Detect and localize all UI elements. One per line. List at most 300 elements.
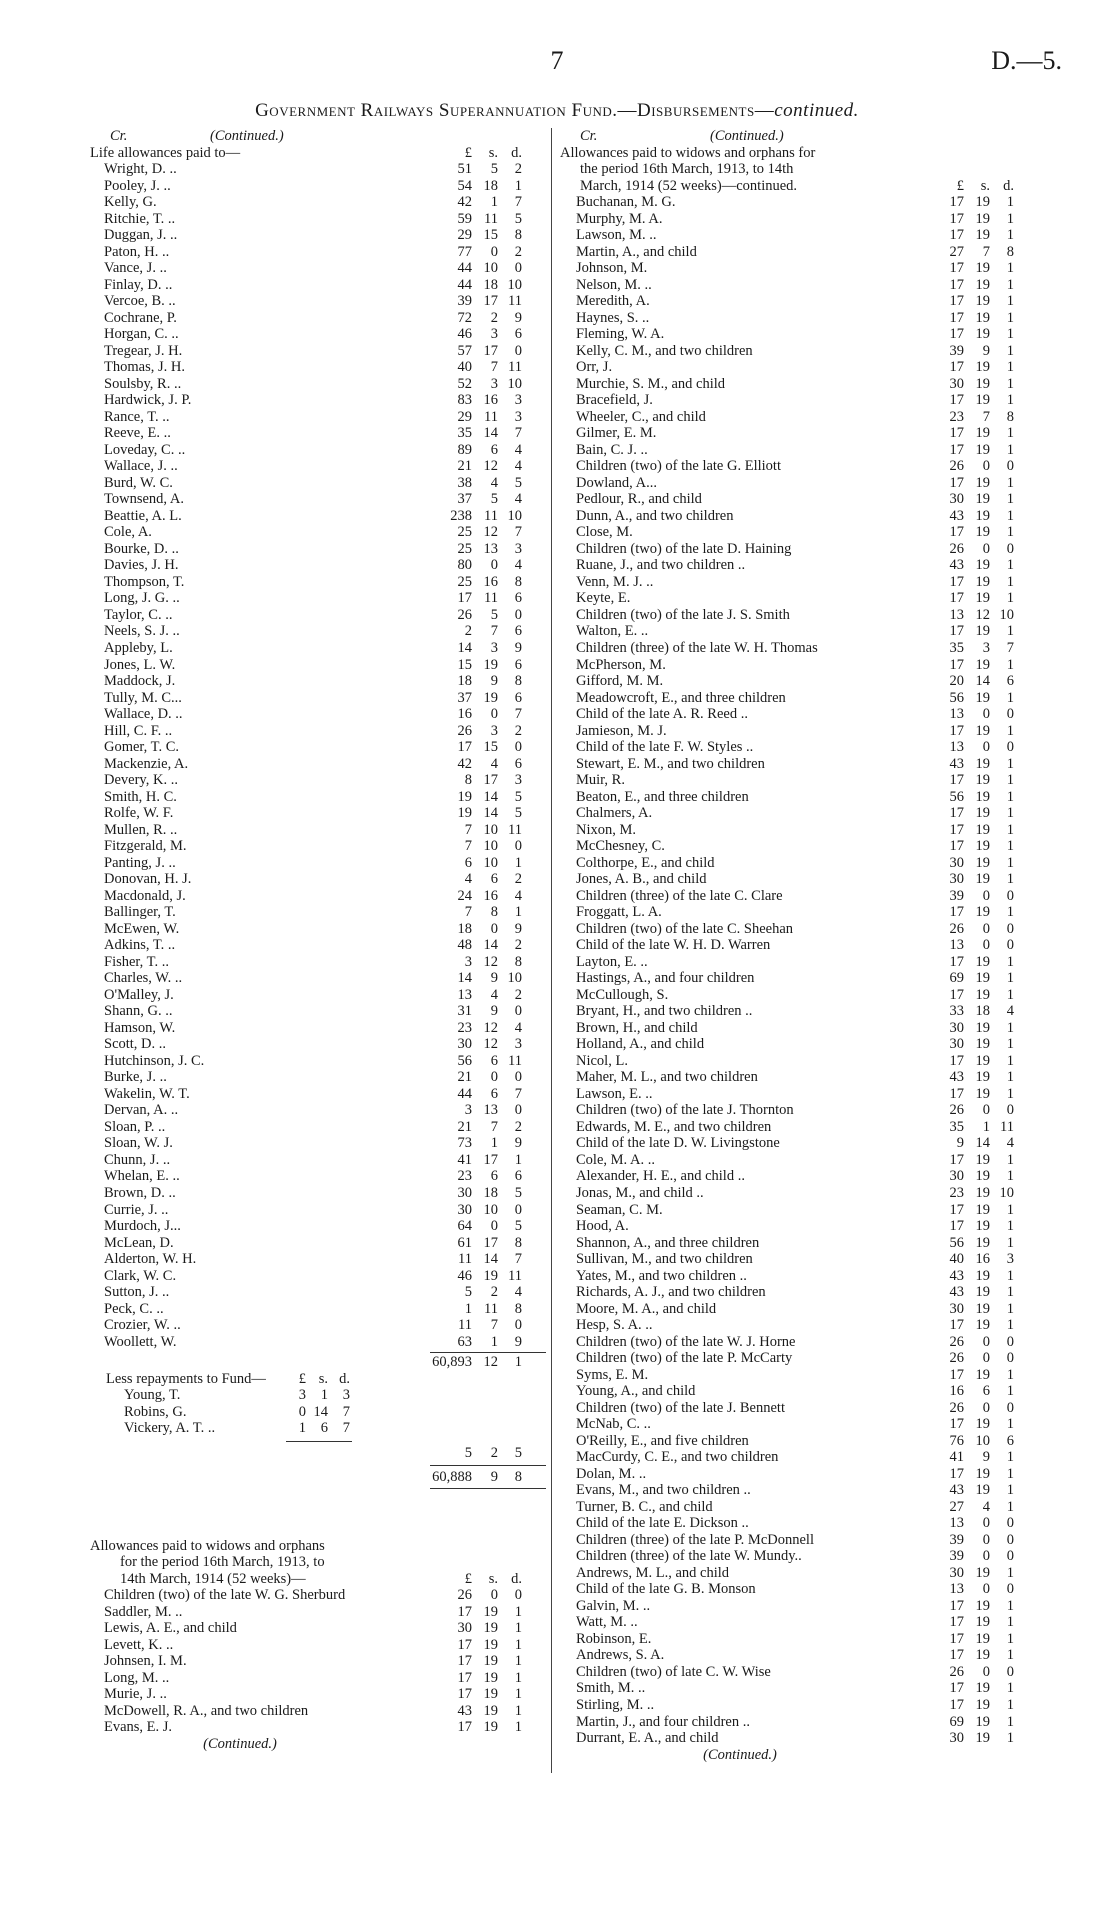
table-row (560, 211, 1018, 228)
amount (932, 1235, 1014, 1252)
amount-pounds: 21 (457, 458, 472, 475)
amount-pence: 7 (514, 425, 522, 442)
page-reference: D.—5. (991, 46, 1062, 75)
amount-shillings: 19 (975, 524, 990, 541)
amount-pence: 1 (1006, 1383, 1014, 1400)
table-row (90, 1020, 546, 1037)
amount-shillings: 14 (483, 937, 498, 954)
amount-shillings: 8 (490, 904, 498, 921)
payee-name: Hutchinson, J. C. (104, 1052, 205, 1069)
amount (932, 425, 1014, 442)
amount-pounds: 39 (949, 1531, 964, 1548)
amount-pounds: 17 (949, 821, 964, 838)
amount-shillings: 3 (490, 722, 498, 739)
table-row (90, 1317, 546, 1334)
table-row (560, 1598, 1018, 1615)
amount (932, 1268, 1014, 1285)
amount-pounds: 7 (464, 821, 472, 838)
table-row (90, 590, 546, 607)
amount-pence: 7 (1006, 639, 1014, 656)
amount-pounds: 26 (949, 1663, 964, 1680)
amount-shillings: 16 (483, 392, 498, 409)
table-row (560, 1449, 1018, 1466)
table-row (90, 1301, 546, 1318)
amount (440, 508, 522, 525)
table-row (560, 475, 1018, 492)
amount-shillings: 19 (975, 1036, 990, 1053)
amount-pence: 11 (508, 1267, 522, 1284)
continued-label: (Continued.) (210, 128, 284, 144)
payee-name: Burke, J. .. (104, 1069, 167, 1086)
payee-name: Scott, D. .. (104, 1036, 167, 1053)
amount-shillings: 1 (982, 1118, 990, 1135)
pence-head: d. (511, 1570, 522, 1587)
amount (932, 1400, 1014, 1417)
amount-pounds: 17 (457, 1636, 472, 1653)
table-row (90, 657, 546, 674)
table-row (90, 921, 546, 938)
payee-name: Hardwick, J. P. (104, 392, 192, 409)
amount (932, 326, 1014, 343)
amount-shillings: 9 (490, 1003, 498, 1020)
payee-name: Stirling, M. .. (576, 1696, 655, 1713)
amount-shillings: 19 (975, 821, 990, 838)
payee-name: Sloan, P. .. (104, 1118, 166, 1135)
amount-shillings: 19 (975, 425, 990, 442)
amount-pounds: 23 (949, 1185, 964, 1201)
amount (932, 1631, 1014, 1648)
amount-pounds: 30 (949, 491, 964, 508)
amount (932, 491, 1014, 508)
table-row (90, 1637, 546, 1654)
amount (932, 1383, 1014, 1400)
amount-pounds: 23 (457, 1168, 472, 1185)
table-row (90, 1185, 546, 1202)
amount-shillings: 17 (483, 342, 498, 359)
amount (440, 590, 522, 607)
widows-heading-line: 14th March, 1914 (52 weeks)— (120, 1570, 306, 1587)
payee-name: McPherson, M. (576, 656, 666, 673)
amount (932, 805, 1014, 822)
amount (440, 822, 522, 839)
amount (440, 1003, 522, 1020)
amount-shillings: 0 (982, 1399, 990, 1416)
table-row (560, 574, 1018, 591)
payee-name: Bracefield, J. (576, 392, 653, 409)
amount-shillings: 2 (490, 309, 498, 326)
payee-name: Young, T. (124, 1387, 181, 1404)
payee-name: Appleby, L. (104, 639, 173, 656)
amount-pounds: 17 (457, 739, 472, 756)
amount-pence: 1 (1006, 838, 1014, 855)
net-total (427, 1469, 522, 1486)
amount (440, 1218, 522, 1235)
table-row (90, 211, 546, 228)
amount-shillings: 19 (975, 194, 990, 211)
amount-pounds: 17 (949, 392, 964, 409)
amount-shillings: 19 (975, 1218, 990, 1235)
amount-pounds: 17 (949, 1052, 964, 1069)
amount-shillings: 19 (975, 590, 990, 607)
amount-pence: 8 (1006, 408, 1014, 425)
amount-pence: 8 (514, 673, 522, 690)
amount-pence: 1 (1006, 210, 1014, 227)
amount-pence: 0 (1006, 1102, 1014, 1119)
amount-pounds: 17 (949, 309, 964, 326)
amount-pounds: 16 (949, 1383, 964, 1400)
amount-pence: 1 (1006, 722, 1014, 739)
payee-name: Turner, B. C., and child (576, 1498, 713, 1515)
right-heading-line: Allowances paid to widows and orphans for (560, 144, 816, 161)
amount-pounds: 35 (457, 425, 472, 442)
amount-pounds: 26 (949, 540, 964, 557)
amount (286, 1404, 350, 1421)
amount-pence: 0 (1006, 1531, 1014, 1548)
payee-name: Fleming, W. A. (576, 326, 665, 343)
amount-pounds: 17 (949, 1151, 964, 1168)
amount-shillings: 5 (490, 161, 498, 178)
table-row (560, 904, 1018, 921)
amount-pence: 5 (514, 1185, 522, 1201)
amount (440, 1202, 522, 1219)
amount-shillings: 19 (975, 838, 990, 855)
amount-pence: 2 (514, 986, 522, 1003)
amount (932, 1020, 1014, 1037)
amount (932, 277, 1014, 294)
table-row (90, 1670, 546, 1687)
amount-shillings: 15 (483, 739, 498, 756)
amount-shillings: 14 (975, 673, 990, 690)
column-divider (551, 128, 552, 1773)
amount-pounds: 11 (458, 1251, 472, 1268)
payee-name: Soulsby, R. .. (104, 375, 182, 392)
payee-name: Smith, M. .. (576, 1680, 646, 1697)
amount-pounds: 26 (949, 1333, 964, 1350)
amount (440, 541, 522, 558)
amount-pence: 9 (514, 920, 522, 937)
payee-name: Beaton, E., and three children (576, 788, 749, 805)
amount-shillings: 12 (483, 458, 498, 475)
amount-pounds: 30 (949, 854, 964, 871)
amount-pounds: 17 (949, 1597, 964, 1614)
amount-shillings: 10 (483, 821, 498, 838)
amount-shillings: 0 (982, 1548, 990, 1565)
table-row (90, 1268, 546, 1285)
amount-pounds: 17 (949, 227, 964, 244)
amount-pence: 2 (514, 871, 522, 888)
amount (286, 1420, 350, 1437)
amount (440, 855, 522, 872)
payee-name: Gomer, T. C. (104, 739, 179, 756)
table-row (560, 1102, 1018, 1119)
amount-pence: 6 (514, 590, 522, 607)
table-row (560, 1383, 1018, 1400)
table-row (90, 1387, 546, 1404)
amount-shillings: 6 (490, 1168, 498, 1185)
amount-pence: 3 (514, 772, 522, 789)
amount (440, 673, 522, 690)
amount (440, 1086, 522, 1103)
amount-pence: 0 (1006, 887, 1014, 904)
amount-pence: 2 (514, 243, 522, 260)
amount (932, 1102, 1014, 1119)
amount-shillings: 1 (490, 1135, 498, 1152)
payee-name: Horgan, C. .. (104, 326, 179, 343)
amount-shillings: 19 (975, 375, 990, 392)
table-row (560, 1416, 1018, 1433)
amount-shillings: 19 (483, 1636, 498, 1653)
repayments-heading (90, 1371, 546, 1388)
amount-shillings: 19 (483, 1620, 498, 1637)
amount-pounds: 17 (949, 904, 964, 921)
amount-shillings: 10 (975, 1432, 990, 1449)
amount-pounds: 17 (949, 1085, 964, 1102)
amount-shillings: 16 (483, 887, 498, 904)
amount-shillings: 19 (975, 986, 990, 1003)
amount-pence: 1 (1006, 986, 1014, 1003)
amount-pence: 8 (514, 1300, 522, 1317)
amount-shillings: 12 (483, 953, 498, 970)
table-row (90, 227, 546, 244)
table-row (560, 640, 1018, 657)
amount-pounds: 1 (464, 1300, 472, 1317)
amount-pounds: 13 (949, 1581, 964, 1598)
payee-name: Chunn, J. .. (104, 1151, 171, 1168)
amount-pounds: 30 (949, 1036, 964, 1053)
amount-pounds: 56 (457, 1052, 472, 1069)
amount (440, 772, 522, 789)
amount-shillings: 19 (975, 474, 990, 491)
amount (440, 607, 522, 624)
amount (440, 1268, 522, 1285)
amount (932, 541, 1014, 558)
amount (440, 491, 522, 508)
amount-pounds: 17 (949, 524, 964, 541)
amount (932, 1730, 1014, 1747)
payee-name: Layton, E. .. (576, 953, 648, 970)
table-row (560, 1631, 1018, 1648)
amount-pence: 7 (514, 524, 522, 541)
table-row (90, 623, 546, 640)
amount-pounds: 30 (457, 1036, 472, 1053)
table-row (560, 409, 1018, 426)
amount (932, 1334, 1014, 1351)
table-row (560, 1317, 1018, 1334)
amount-shillings: 18 (483, 1185, 498, 1201)
right-footer: (Continued.) (703, 1746, 777, 1763)
amount-pounds: 17 (949, 838, 964, 855)
table-row (90, 888, 546, 905)
table-row (560, 1003, 1018, 1020)
amount (440, 805, 522, 822)
table-row (90, 739, 546, 756)
amount-shillings: 19 (975, 1234, 990, 1251)
amount-pence: 3 (514, 540, 522, 557)
payee-name: Hamson, W. (104, 1019, 176, 1036)
table-row (560, 1152, 1018, 1169)
payee-name: Brown, H., and child (576, 1019, 698, 1036)
amount-shillings: 0 (982, 920, 990, 937)
payee-name: McEwen, W. (104, 920, 180, 937)
right-heading-line: the period 16th March, 1913, to 14th (580, 161, 794, 178)
table-row (90, 904, 546, 921)
amount (932, 1565, 1014, 1582)
amount-pence: 5 (514, 1218, 522, 1235)
amount (932, 1680, 1014, 1697)
amount (440, 310, 522, 327)
amount (932, 756, 1014, 773)
payee-name: Townsend, A. (104, 491, 184, 508)
amount-shillings: 19 (975, 755, 990, 772)
widows-heading-line: for the period 16th March, 1913, to (120, 1554, 325, 1571)
amount-pounds: 26 (949, 1399, 964, 1416)
amount-pence: 1 (1006, 1498, 1014, 1515)
table-row (90, 1284, 546, 1301)
amount-shillings: 19 (975, 1366, 990, 1383)
amount-shillings: 3 (982, 639, 990, 656)
table-row (90, 970, 546, 987)
amount-pence: 1 (1006, 1085, 1014, 1102)
amount-pounds: 26 (949, 1350, 964, 1367)
amount-shillings: 12 (483, 524, 498, 541)
widows-heading-line: Allowances paid to widows and orphans (90, 1537, 325, 1554)
amount-shillings: 19 (975, 260, 990, 277)
amount-pence: 1 (1006, 293, 1014, 310)
amount-pounds: 29 (457, 408, 472, 425)
table-row (90, 1404, 546, 1421)
amount-shillings: 19 (975, 1151, 990, 1168)
amount-pounds: 17 (949, 656, 964, 673)
table-row (560, 1135, 1018, 1152)
amount-shillings: 17 (483, 772, 498, 789)
amount-pounds: 17 (949, 326, 964, 343)
payee-name: Hill, C. F. .. (104, 722, 173, 739)
amount (932, 244, 1014, 261)
amount-pounds: 30 (949, 1730, 964, 1747)
table-row (560, 1532, 1018, 1549)
amount (932, 921, 1014, 938)
amount (932, 343, 1014, 360)
payee-name: Neels, S. J. .. (104, 623, 180, 640)
amount (932, 1301, 1014, 1318)
amount-shillings: 19 (483, 1702, 498, 1719)
amount-pence: 1 (1006, 1052, 1014, 1069)
amount (932, 789, 1014, 806)
amount-shillings: 1 (490, 194, 498, 211)
payee-name: Woollett, W. (104, 1333, 177, 1350)
amount-shillings: 19 (975, 689, 990, 706)
table-row (90, 1587, 546, 1604)
amount (932, 1218, 1014, 1235)
amount-pence: 6 (1006, 1432, 1014, 1449)
table-row (90, 706, 546, 723)
amount-pence: 3 (514, 1036, 522, 1053)
amount-pence: 1 (1006, 392, 1014, 409)
amount (932, 937, 1014, 954)
amount-pounds: 43 (949, 1482, 964, 1499)
amount-pence: 4 (514, 557, 522, 574)
amount (932, 1515, 1014, 1532)
amount-pence: 1 (1006, 1069, 1014, 1086)
amount-pounds: 17 (949, 1680, 964, 1697)
amount-pounds: 37 (457, 689, 472, 706)
amount (440, 888, 522, 905)
amount (440, 178, 522, 195)
amount (440, 524, 522, 541)
table-row (90, 557, 546, 574)
amount-pounds: 13 (949, 706, 964, 723)
amount-shillings: 4 (490, 755, 498, 772)
amount-pence: 1 (1006, 1449, 1014, 1466)
table-row (560, 1400, 1018, 1417)
amount-pence: 1 (1006, 375, 1014, 392)
amount-pence: 1 (1006, 1647, 1014, 1664)
amount-pounds: 30 (949, 1300, 964, 1317)
amount-shillings: 7 (982, 243, 990, 260)
amount-pence: 1 (1006, 1267, 1014, 1284)
amount-shillings: 12 (975, 606, 990, 623)
amount-pence: 10 (507, 507, 522, 524)
amount-shillings: 0 (982, 1350, 990, 1367)
amount-pence: 1 (1006, 1036, 1014, 1053)
amount (440, 442, 522, 459)
payee-name: Ritchie, T. .. (104, 210, 176, 227)
amount-pence: 11 (1000, 1118, 1014, 1135)
amount (932, 458, 1014, 475)
amount-pence: 5 (514, 805, 522, 822)
amount (440, 409, 522, 426)
payee-name: Lewis, A. E., and child (104, 1620, 237, 1637)
amount-shillings: 1 (490, 1333, 498, 1350)
amount (932, 1548, 1014, 1565)
amount-pence: 4 (514, 1284, 522, 1301)
widows-heading-3 (90, 1571, 546, 1588)
amount-shillings: 19 (975, 309, 990, 326)
payee-name: Children (three) of the late W. H. Thomas (576, 639, 818, 656)
table-row (90, 805, 546, 822)
amount (440, 657, 522, 674)
payee-name: Rance, T. .. (104, 408, 170, 425)
payee-name: Kelly, G. (104, 194, 157, 211)
amount (932, 1433, 1014, 1450)
amount-shillings: 0 (490, 1218, 498, 1235)
amount-pounds: 43 (949, 1069, 964, 1086)
amount-pence: 0 (514, 1201, 522, 1218)
amount-shillings: 19 (975, 1564, 990, 1581)
amount-pounds: 83 (457, 392, 472, 409)
amount (932, 1532, 1014, 1549)
table-row (560, 425, 1018, 442)
amount (932, 310, 1014, 327)
table-row (560, 1466, 1018, 1483)
amount-shillings: 6 (320, 1420, 328, 1437)
amount-shillings: 19 (975, 1168, 990, 1185)
amount (440, 623, 522, 640)
table-row (560, 1334, 1018, 1351)
amount (440, 1135, 522, 1152)
amount-pence: 4 (514, 458, 522, 475)
amount-shillings: 6 (490, 1085, 498, 1102)
amount-pounds: 1 (298, 1420, 306, 1437)
amount-shillings: 12 (483, 1019, 498, 1036)
amount-shillings: 9 (490, 970, 498, 987)
widows-money-heads (440, 1571, 522, 1588)
table-row (90, 1202, 546, 1219)
payee-name: Donovan, H. J. (104, 871, 192, 888)
amount-pounds: 26 (457, 722, 472, 739)
table-row (560, 524, 1018, 541)
payee-name: Children (two) of the late W. J. Horne (576, 1333, 796, 1350)
